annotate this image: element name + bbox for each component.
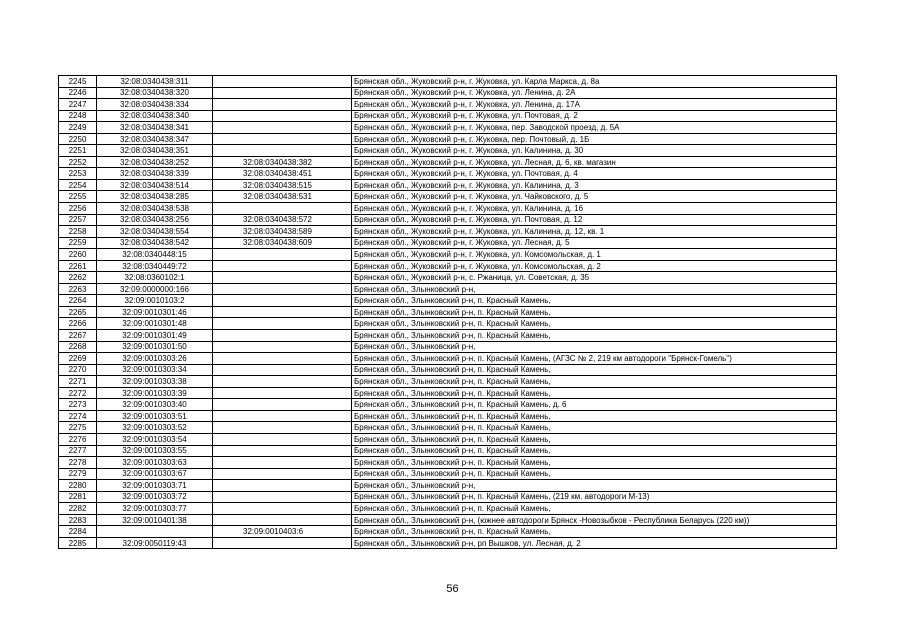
linked-cadastral-number-cell: 32:08:0340438:609 [213,237,352,249]
table-row [59,410,837,422]
address-cell: Брянская обл., Злынковский р-н, п. Красный Камень, [352,445,837,457]
address-cell: Брянская обл., Жуковский р-н, г. Жуковка, ул. Калинина, д. 12, кв. 1 [352,226,837,238]
cadastral-number-cell: 32:09:0010303:55 [97,445,213,457]
row-number-cell: 2281 [59,491,97,503]
cadastral-number-cell: 32:09:0010303:71 [97,480,213,492]
row-number-cell: 2276 [59,433,97,445]
address-cell: Брянская обл., Жуковский р-н, г. Жуковка, ул. Карла Маркса, д. 8а [352,76,837,88]
linked-cadastral-number-cell [213,295,352,307]
linked-cadastral-number-cell [213,433,352,445]
row-number-cell: 2270 [59,364,97,376]
address-cell: Брянская обл., Злынковский р-н, п. Красный Камень, [352,503,837,515]
table-row [59,526,837,538]
linked-cadastral-number-cell [213,376,352,388]
table-row [59,237,837,249]
linked-cadastral-number-cell: 32:09:0010403:6 [213,526,352,538]
table-row [59,503,837,515]
linked-cadastral-number-cell [213,260,352,272]
address-cell: Брянская обл., Злынковский р-н, п. Красный Камень, [352,468,837,480]
cadastral-number-cell: 32:09:0010303:51 [97,410,213,422]
address-cell: Брянская обл., Злынковский р-н, п. Красный Камень, (219 км. автодороги М-13) [352,491,837,503]
row-number-cell: 2266 [59,318,97,330]
table-row [59,145,837,157]
row-number-cell: 2265 [59,306,97,318]
address-cell: Брянская обл., Злынковский р-н, [352,341,837,353]
linked-cadastral-number-cell [213,353,352,365]
cadastral-number-cell: 32:09:0010401:38 [97,514,213,526]
linked-cadastral-number-cell [213,537,352,549]
table-row [59,156,837,168]
cadastral-number-cell: 32:09:0010303:63 [97,457,213,469]
linked-cadastral-number-cell [213,480,352,492]
cadastral-number-cell: 32:08:0340438:334 [97,99,213,111]
row-number-cell: 2252 [59,156,97,168]
cadastral-number-cell: 32:08:0340438:285 [97,191,213,203]
linked-cadastral-number-cell [213,122,352,134]
cadastral-number-cell: 32:09:0010303:34 [97,364,213,376]
address-cell: Брянская обл., Злынковский р-н, п. Красный Камень, (АГЗС № 2, 219 км автодороги "Брянск-Гомель") [352,353,837,365]
table-row [59,422,837,434]
linked-cadastral-number-cell [213,399,352,411]
linked-cadastral-number-cell [213,503,352,515]
address-cell: Брянская обл., Жуковский р-н, г. Жуковка, ул. Комсомольская, д. 1 [352,249,837,261]
address-cell: Брянская обл., Злынковский р-н, п. Красный Камень, [352,433,837,445]
cadastral-number-cell: 32:08:0340438:339 [97,168,213,180]
cadastral-number-cell: 32:09:0010103:2 [97,295,213,307]
row-number-cell: 2280 [59,480,97,492]
linked-cadastral-number-cell [213,364,352,376]
address-cell: Брянская обл., Злынковский р-н, [352,480,837,492]
linked-cadastral-number-cell [213,457,352,469]
row-number-cell: 2279 [59,468,97,480]
row-number-cell: 2247 [59,99,97,111]
table-row [59,203,837,215]
row-number-cell: 2260 [59,249,97,261]
address-cell: Брянская обл., Жуковский р-н, г. Жуковка, ул. Почтовая, д. 4 [352,168,837,180]
linked-cadastral-number-cell [213,272,352,284]
row-number-cell: 2285 [59,537,97,549]
table-row [59,468,837,480]
cadastral-number-cell: 32:08:0340438:320 [97,87,213,99]
linked-cadastral-number-cell: 32:08:0340438:382 [213,156,352,168]
linked-cadastral-number-cell [213,133,352,145]
cadastral-number-cell: 32:09:0010303:40 [97,399,213,411]
address-cell: Брянская обл., Жуковский р-н, г. Жуковка, пер. Почтовый, д. 1Б [352,133,837,145]
cadastral-number-cell [97,526,213,538]
row-number-cell: 2251 [59,145,97,157]
cadastral-number-cell: 32:09:0000000:166 [97,283,213,295]
cadastral-number-cell: 32:08:0340438:256 [97,214,213,226]
address-cell: Брянская обл., Злынковский р-н, п. Красный Камень, [352,422,837,434]
linked-cadastral-number-cell [213,249,352,261]
linked-cadastral-number-cell [213,203,352,215]
table-row [59,353,837,365]
cadastral-number-cell: 32:09:0010301:49 [97,330,213,342]
address-cell: Брянская обл., Злынковский р-н, п. Красный Камень, [352,410,837,422]
linked-cadastral-number-cell [213,445,352,457]
cadastral-number-cell: 32:08:0340438:341 [97,122,213,134]
cadastral-number-cell: 32:08:0360102:1 [97,272,213,284]
cadastral-number-cell: 32:08:0340438:514 [97,179,213,191]
row-number-cell: 2255 [59,191,97,203]
table-row [59,457,837,469]
linked-cadastral-number-cell [213,410,352,422]
address-cell: Брянская обл., Злынковский р-н, (южнее автодороги Брянск -Новозыбков - Республика Беларусь (220 км)) [352,514,837,526]
table-row [59,76,837,88]
table-row [59,330,837,342]
address-cell: Брянская обл., Жуковский р-н, г. Жуковка, ул. Калинина, д. 3 [352,179,837,191]
table-body [59,76,837,549]
address-cell: Брянская обл., Жуковский р-н, с. Ржаница, ул. Советская, д. 35 [352,272,837,284]
table-row [59,133,837,145]
address-cell: Брянская обл., Злынковский р-н, п. Красный Камень, [352,457,837,469]
linked-cadastral-number-cell [213,422,352,434]
cadastral-number-cell: 32:08:0340438:340 [97,110,213,122]
cadastral-number-cell: 32:09:0010303:39 [97,387,213,399]
row-number-cell: 2259 [59,237,97,249]
row-number-cell: 2277 [59,445,97,457]
linked-cadastral-number-cell [213,306,352,318]
table-row [59,341,837,353]
row-number-cell: 2269 [59,353,97,365]
linked-cadastral-number-cell: 32:08:0340438:531 [213,191,352,203]
linked-cadastral-number-cell [213,76,352,88]
address-cell: Брянская обл., Злынковский р-н, [352,283,837,295]
linked-cadastral-number-cell: 32:08:0340438:589 [213,226,352,238]
row-number-cell: 2264 [59,295,97,307]
table-row [59,87,837,99]
linked-cadastral-number-cell: 32:08:0340438:451 [213,168,352,180]
cadastral-number-cell: 32:09:0010303:54 [97,433,213,445]
table-row [59,283,837,295]
row-number-cell: 2278 [59,457,97,469]
linked-cadastral-number-cell: 32:08:0340438:515 [213,179,352,191]
linked-cadastral-number-cell [213,341,352,353]
row-number-cell: 2283 [59,514,97,526]
address-cell: Брянская обл., Злынковский р-н, п. Красный Камень, д. 6 [352,399,837,411]
row-number-cell: 2268 [59,341,97,353]
address-cell: Брянская обл., Жуковский р-н, г. Жуковка, ул. Лесная, д. 6, кв. магазин [352,156,837,168]
table-row [59,179,837,191]
table-row [59,214,837,226]
row-number-cell: 2267 [59,330,97,342]
address-cell: Брянская обл., Злынковский р-н, п. Красный Камень, [352,376,837,388]
row-number-cell: 2254 [59,179,97,191]
row-number-cell: 2272 [59,387,97,399]
address-cell: Брянская обл., Злынковский р-н, п. Красный Камень, [352,295,837,307]
linked-cadastral-number-cell [213,318,352,330]
cadastral-number-cell: 32:09:0010303:72 [97,491,213,503]
row-number-cell: 2257 [59,214,97,226]
row-number-cell: 2256 [59,203,97,215]
row-number-cell: 2273 [59,399,97,411]
row-number-cell: 2274 [59,410,97,422]
linked-cadastral-number-cell [213,145,352,157]
address-cell: Брянская обл., Жуковский р-н, г. Жуковка, пер. Заводской проезд, д. 5А [352,122,837,134]
table-row [59,399,837,411]
linked-cadastral-number-cell: 32:08:0340438:572 [213,214,352,226]
linked-cadastral-number-cell [213,387,352,399]
address-cell: Брянская обл., Злынковский р-н, рп Вышков, ул. Лесная, д. 2 [352,537,837,549]
table-row [59,537,837,549]
row-number-cell: 2282 [59,503,97,515]
row-number-cell: 2246 [59,87,97,99]
table-row [59,191,837,203]
cadastral-number-cell: 32:09:0050119:43 [97,537,213,549]
cadastral-number-cell: 32:09:0010303:26 [97,353,213,365]
table-row [59,318,837,330]
table-row [59,249,837,261]
row-number-cell: 2250 [59,133,97,145]
table-row [59,168,837,180]
table-row [59,480,837,492]
row-number-cell: 2284 [59,526,97,538]
cadastral-number-cell: 32:08:0340438:554 [97,226,213,238]
cadastral-number-cell: 32:08:0340438:351 [97,145,213,157]
linked-cadastral-number-cell [213,330,352,342]
cadastral-number-cell: 32:08:0340438:311 [97,76,213,88]
cadastral-number-cell: 32:09:0010301:46 [97,306,213,318]
address-cell: Брянская обл., Злынковский р-н, п. Красный Камень, [352,364,837,376]
page-number: 56 [446,583,459,595]
cadastral-number-cell: 32:08:0340449:72 [97,260,213,272]
cadastral-number-cell: 32:09:0010303:38 [97,376,213,388]
cadastral-number-cell: 32:08:0340438:252 [97,156,213,168]
address-cell: Брянская обл., Жуковский р-н, г. Жуковка, ул. Ленина, д. 2А [352,87,837,99]
address-cell: Брянская обл., Злынковский р-н, п. Красный Камень, [352,306,837,318]
row-number-cell: 2271 [59,376,97,388]
table-row [59,364,837,376]
cadastral-number-cell: 32:09:0010301:50 [97,341,213,353]
row-number-cell: 2258 [59,226,97,238]
address-cell: Брянская обл., Жуковский р-н, г. Жуковка, ул. Лесная, д. 5 [352,237,837,249]
address-cell: Брянская обл., Жуковский р-н, г. Жуковка, ул. Почтовая, д. 2 [352,110,837,122]
table-row [59,306,837,318]
row-number-cell: 2263 [59,283,97,295]
row-number-cell: 2261 [59,260,97,272]
row-number-cell: 2249 [59,122,97,134]
table-row [59,445,837,457]
table-row [59,122,837,134]
table-row [59,226,837,238]
table-row [59,99,837,111]
row-number-cell: 2245 [59,76,97,88]
table-row [59,295,837,307]
address-cell: Брянская обл., Жуковский р-н, г. Жуковка, ул. Калинина, д. 30 [352,145,837,157]
cadastral-number-cell: 32:09:0010303:77 [97,503,213,515]
address-cell: Брянская обл., Злынковский р-н, п. Красный Камень, [352,330,837,342]
linked-cadastral-number-cell [213,283,352,295]
address-cell: Брянская обл., Жуковский р-н, г. Жуковка, ул. Чайковского, д. 5 [352,191,837,203]
cadastral-number-cell: 32:09:0010301:48 [97,318,213,330]
row-number-cell: 2248 [59,110,97,122]
table-row [59,110,837,122]
row-number-cell: 2253 [59,168,97,180]
linked-cadastral-number-cell [213,99,352,111]
address-cell: Брянская обл., Злынковский р-н, п. Красный Камень, [352,387,837,399]
address-cell: Брянская обл., Жуковский р-н, г. Жуковка, ул. Почтовая, д. 12 [352,214,837,226]
row-number-cell: 2262 [59,272,97,284]
cadastral-number-cell: 32:08:0340438:538 [97,203,213,215]
cadastral-number-cell: 32:08:0340438:542 [97,237,213,249]
table-row [59,272,837,284]
address-cell: Брянская обл., Жуковский р-н, г. Жуковка, ул. Ленина, д. 17А [352,99,837,111]
linked-cadastral-number-cell [213,514,352,526]
linked-cadastral-number-cell [213,468,352,480]
table-row [59,260,837,272]
property-register-table [58,75,837,549]
address-cell: Брянская обл., Злынковский р-н, п. Красный Камень, [352,526,837,538]
table-row [59,491,837,503]
cadastral-number-cell: 32:09:0010303:67 [97,468,213,480]
cadastral-number-cell: 32:08:0340448:15 [97,249,213,261]
linked-cadastral-number-cell [213,491,352,503]
table-row [59,387,837,399]
row-number-cell: 2275 [59,422,97,434]
address-cell: Брянская обл., Жуковский р-н, г. Жуковка, ул. Калинина, д. 16 [352,203,837,215]
table-row [59,376,837,388]
address-cell: Брянская обл., Жуковский р-н, г. Жуковка, ул. Комсомольская, д. 2 [352,260,837,272]
table-row [59,514,837,526]
table-row [59,433,837,445]
cadastral-number-cell: 32:08:0340438:347 [97,133,213,145]
linked-cadastral-number-cell [213,87,352,99]
address-cell: Брянская обл., Злынковский р-н, п. Красный Камень, [352,318,837,330]
linked-cadastral-number-cell [213,110,352,122]
cadastral-number-cell: 32:09:0010303:52 [97,422,213,434]
